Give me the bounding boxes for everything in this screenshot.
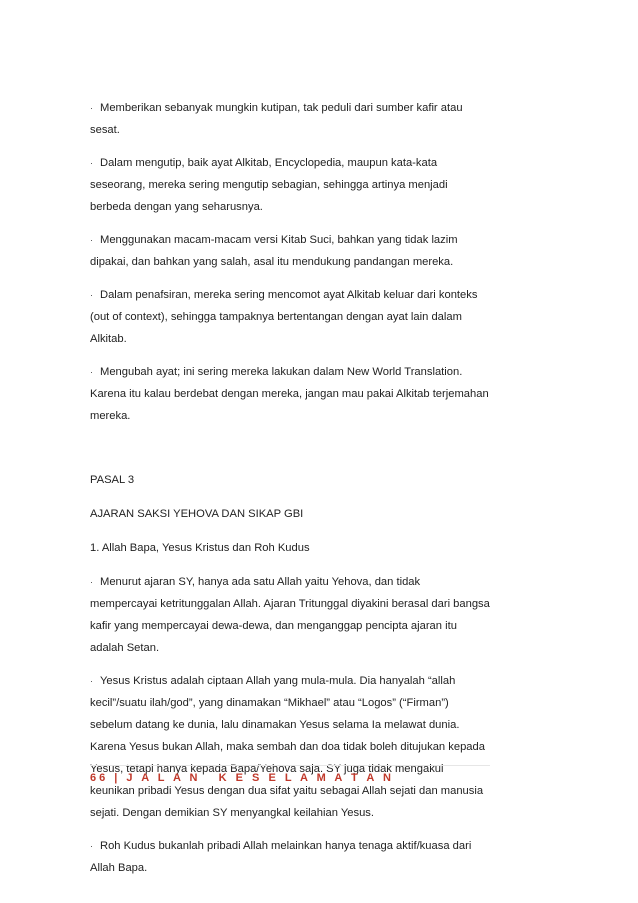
- bullet-7: · Yesus Kristus adalah ciptaan Allah yang mula-mula. Dia hanyalah “allah kecil”/suatu ilah/god”, yang dinamakan “Mikhael” atau “Logos” (“Firman”) sebelum datang ke dunia, lalu dinamakan Yesus selama Ia melawat dunia. Karena Yesus bukan Allah, maka sembah dan doa tidak boleh ditujukan kepada Yesus, tetapi hanya kepada Bapa/Yehova saja. SY juga tidak mengakui keunikan pribadi Yesus dengan dua sifat yaitu sebagai Allah sejati dan manusia sejati. Dengan demikian SY menyangkal keilahian Yesus.: [90, 670, 490, 824]
- chapter-title: AJARAN SAKSI YEHOVA DAN SIKAP GBI: [90, 508, 304, 520]
- bullet-8: · Roh Kudus bukanlah pribadi Allah melainkan hanya tenaga aktif/kuasa dari Allah Bapa.: [90, 835, 490, 879]
- bullet-dot-icon: ·: [90, 577, 93, 587]
- bullet-6: · Menurut ajaran SY, hanya ada satu Allah yaitu Yehova, dan tidak mempercayai ketritunggalan Allah. Ajaran Tritunggal diyakini berasal dari bangsa kafir yang mempercayai dewa-dewa, dan menganggap pencipta ajaran itu adalah Setan.: [90, 571, 490, 659]
- bullet-2: · Dalam mengutip, baik ayat Alkitab, Encyclopedia, maupun kata-kata seseorang, mereka sering mengutip sebagian, sehingga artinya menjadi berbeda dengan yang seharusnya.: [90, 152, 490, 218]
- bullet-dot-icon: ·: [90, 290, 93, 300]
- bullet-dot-icon: ·: [90, 676, 93, 686]
- bullet-dot-icon: ·: [90, 235, 93, 245]
- chapter-label: PASAL 3: [90, 474, 135, 486]
- bullet-dot-icon: ·: [90, 841, 93, 851]
- bullet-4: · Dalam penafsiran, mereka sering mencomot ayat Alkitab keluar dari konteks (out of context), sehingga tampaknya bertentangan dengan ayat lain dalam Alkitab.: [90, 284, 490, 350]
- page-footer: [90, 765, 490, 786]
- bullet-3: · Menggunakan macam-macam versi Kitab Suci, bahkan yang tidak lazim dipakai, dan bahkan yang salah, asal itu mendukung pandangan mereka.: [90, 229, 490, 273]
- bullet-5: · Mengubah ayat; ini sering mereka lakukan dalam New World Translation. Karena itu kalau berdebat dengan mereka, jangan mau pakai Alkitab terjemahan mereka.: [90, 361, 490, 427]
- footer-page-label: 66 | J A L A N K E S E L A M A T A N: [90, 772, 394, 784]
- spacer: [90, 438, 490, 469]
- section-heading: 1. Allah Bapa, Yesus Kristus dan Roh Kudus: [90, 542, 310, 554]
- bullet-dot-icon: ·: [90, 158, 93, 168]
- bullet-dot-icon: ·: [90, 367, 93, 377]
- bullet-dot-icon: ·: [90, 103, 93, 113]
- bullet-1: · Memberikan sebanyak mungkin kutipan, tak peduli dari sumber kafir atau sesat.: [90, 97, 490, 141]
